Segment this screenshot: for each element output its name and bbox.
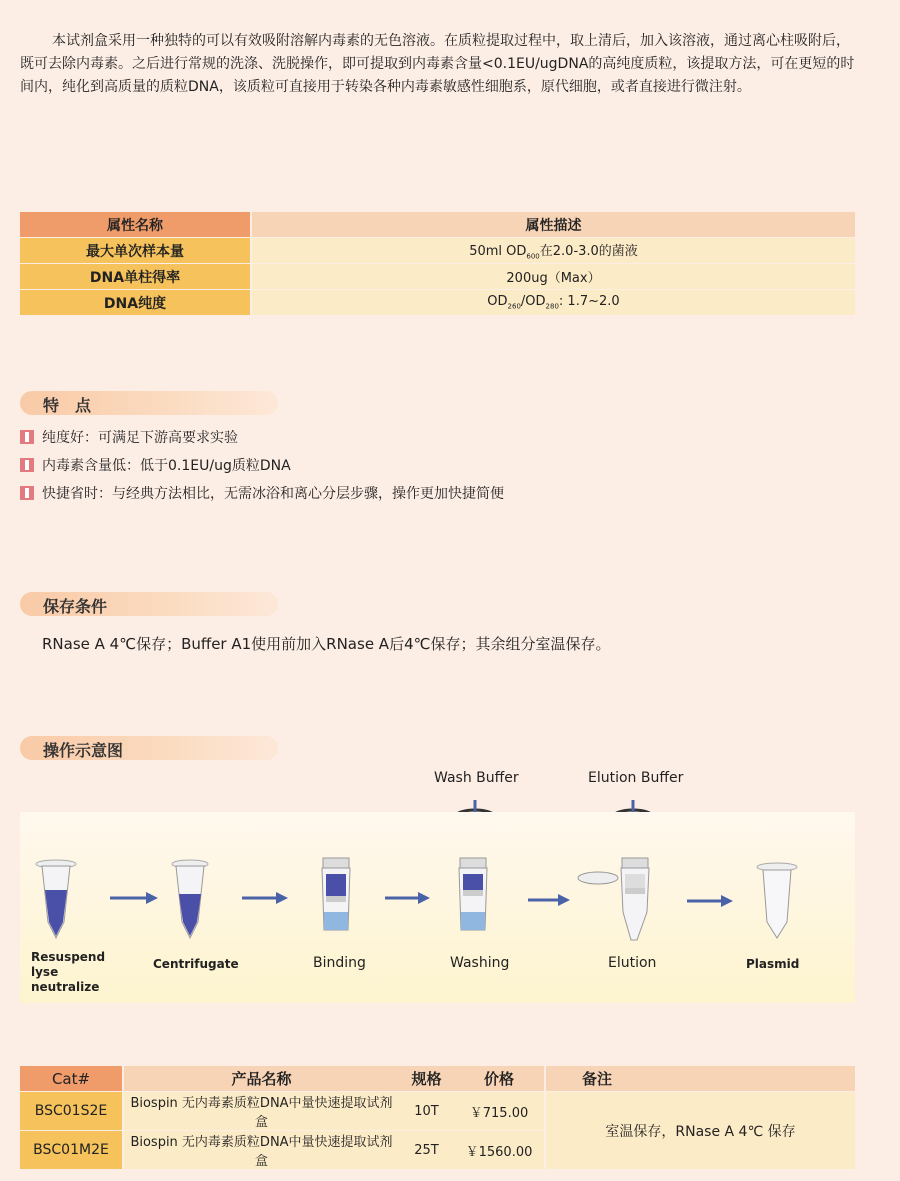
bullet-icon bbox=[20, 458, 34, 472]
cat-header: 规格 bbox=[399, 1066, 454, 1092]
column-tube-icon bbox=[322, 858, 350, 930]
feature-item: 纯度好：可满足下游高要求实验 bbox=[20, 427, 238, 447]
attr-row-value: $OD_{260}/OD_{280}$: 1.7~2.0 bbox=[251, 290, 855, 316]
feature-item: 快捷省时：与经典方法相比，无需冰浴和离心分层步骤，操作更加快捷简便 bbox=[20, 483, 504, 503]
workflow-diagram bbox=[20, 812, 855, 1003]
intro-paragraph: 本试剂盒采用一种独特的可以有效吸附溶解内毒素的无色溶液。在质粒提取过程中，取上清后，加入该溶液，通过离心柱吸附后，既可去除内毒素。之后进行常规的洗涤、洗脱操作，即可提取到内毒素含量<0.1EU/ugDNA的高纯度质粒，该提取方法，可在更短的时间内，纯化到高质量的质粒DNA，该质粒可直接用于转染各种内毒素敏感性细胞系，原代细胞，或者直接进行微注射。 bbox=[20, 33, 855, 95]
product-name: Biospin 无内毒素质粒DNA中量快速提取试剂盒 bbox=[123, 1131, 399, 1170]
catalog-table bbox=[20, 1066, 855, 1169]
tube-icon bbox=[172, 860, 208, 938]
tube-icon bbox=[757, 863, 797, 938]
attribute-table bbox=[20, 212, 855, 315]
product-spec: 25T bbox=[399, 1131, 454, 1170]
attr-row-value: 200ug（Max） bbox=[251, 264, 855, 290]
attr-row-name: 最大单次样本量 bbox=[20, 238, 251, 264]
cat-header: 价格 bbox=[454, 1066, 545, 1092]
cat-id: BSC01S2E bbox=[20, 1092, 123, 1131]
attr-row-value: 50ml $OD_{600}$在2.0-3.0的菌液 bbox=[251, 238, 855, 264]
cat-header: 备注 bbox=[545, 1066, 855, 1092]
step-label: Centrifugate bbox=[153, 957, 239, 971]
column-tube-icon bbox=[578, 858, 649, 940]
feature-item: 内毒素含量低：低于0.1EU/ug质粒DNA bbox=[20, 455, 291, 475]
cat-header: Cat# bbox=[20, 1066, 123, 1092]
product-price: ￥1560.00 bbox=[454, 1131, 545, 1170]
wash-buffer-label: Wash Buffer bbox=[434, 770, 519, 786]
product-price: ￥715.00 bbox=[454, 1092, 545, 1131]
column-tube-icon bbox=[459, 858, 487, 930]
step-label: Binding bbox=[313, 955, 366, 971]
product-note: 室温保存，RNase A 4℃ 保存 bbox=[545, 1092, 855, 1170]
attr-row-name: DNA单柱得率 bbox=[20, 264, 251, 290]
bullet-icon bbox=[20, 430, 34, 444]
step-label: Plasmid bbox=[746, 957, 800, 971]
step-label: Elution bbox=[608, 955, 657, 971]
attr-header-name: 属性名称 bbox=[20, 212, 251, 238]
attr-header-desc: 属性描述 bbox=[251, 212, 855, 238]
cat-id: BSC01M2E bbox=[20, 1131, 123, 1170]
storage-text: RNase A 4℃保存；Buffer A1使用前加入RNase A后4℃保存；其余组分室温保存。 bbox=[42, 635, 611, 653]
step-label: Washing bbox=[450, 955, 510, 971]
bullet-icon bbox=[20, 486, 34, 500]
step-label: Resuspend lyse neutralize bbox=[31, 950, 106, 994]
product-name: Biospin 无内毒素质粒DNA中量快速提取试剂盒 bbox=[123, 1092, 399, 1131]
cat-header: 产品名称 bbox=[123, 1066, 399, 1092]
storage-heading: 保存条件 bbox=[20, 592, 278, 616]
diagram-heading: 操作示意图 bbox=[20, 736, 278, 760]
attr-row-name: DNA纯度 bbox=[20, 290, 251, 316]
tube-icon bbox=[36, 860, 76, 938]
elution-buffer-label: Elution Buffer bbox=[588, 770, 684, 786]
product-spec: 10T bbox=[399, 1092, 454, 1131]
features-heading: 特 点 bbox=[20, 391, 278, 415]
